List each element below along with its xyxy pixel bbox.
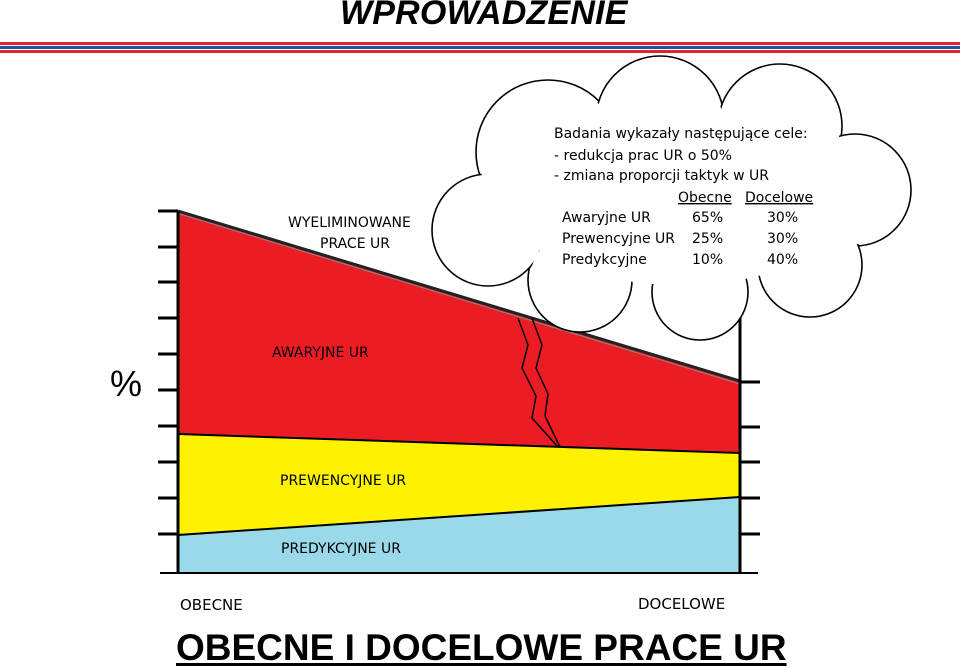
left-tick-marks xyxy=(158,211,178,534)
page-title: WPROWADZENIE xyxy=(340,0,628,32)
cloud-goal-1: - redukcja prac UR o 50% xyxy=(554,148,732,164)
cloud-row-current: 25% xyxy=(692,231,724,247)
emergency-label: AWARYJNE UR xyxy=(272,345,369,361)
x-label-right: DOCELOWE xyxy=(638,595,726,613)
bottom-title: OBECNE I DOCELOWE PRACE UR xyxy=(176,627,787,668)
predictive-label: PREDYKCYJNE UR xyxy=(281,541,401,557)
cloud-row-label: Prewencyjne UR xyxy=(562,231,675,247)
cloud-header-target: Docelowe xyxy=(745,190,814,206)
cloud-row-current: 10% xyxy=(692,252,724,268)
cloud-row-label: Awaryjne UR xyxy=(562,210,651,226)
cloud-header-current: Obecne xyxy=(678,190,732,206)
cloud-row-target: 30% xyxy=(767,210,799,226)
eliminated-label-line1: WYELIMINOWANE xyxy=(288,215,411,231)
y-axis-label: % xyxy=(110,363,143,404)
right-tick-marks xyxy=(740,382,760,534)
cloud-goal-2: - zmiana proporcji taktyk w UR xyxy=(554,168,769,184)
x-label-left: OBECNE xyxy=(180,596,243,614)
cloud-intro: Badania wykazały następujące cele: xyxy=(554,126,808,142)
cloud-row-current: 65% xyxy=(692,210,724,226)
cloud-row-label: Predykcyjne xyxy=(562,252,647,268)
eliminated-label-line2: PRACE UR xyxy=(320,236,390,252)
preventive-label: PREWENCYJNE UR xyxy=(280,473,407,489)
cloud-row-target: 40% xyxy=(767,252,799,268)
cloud-row-target: 30% xyxy=(767,231,799,247)
